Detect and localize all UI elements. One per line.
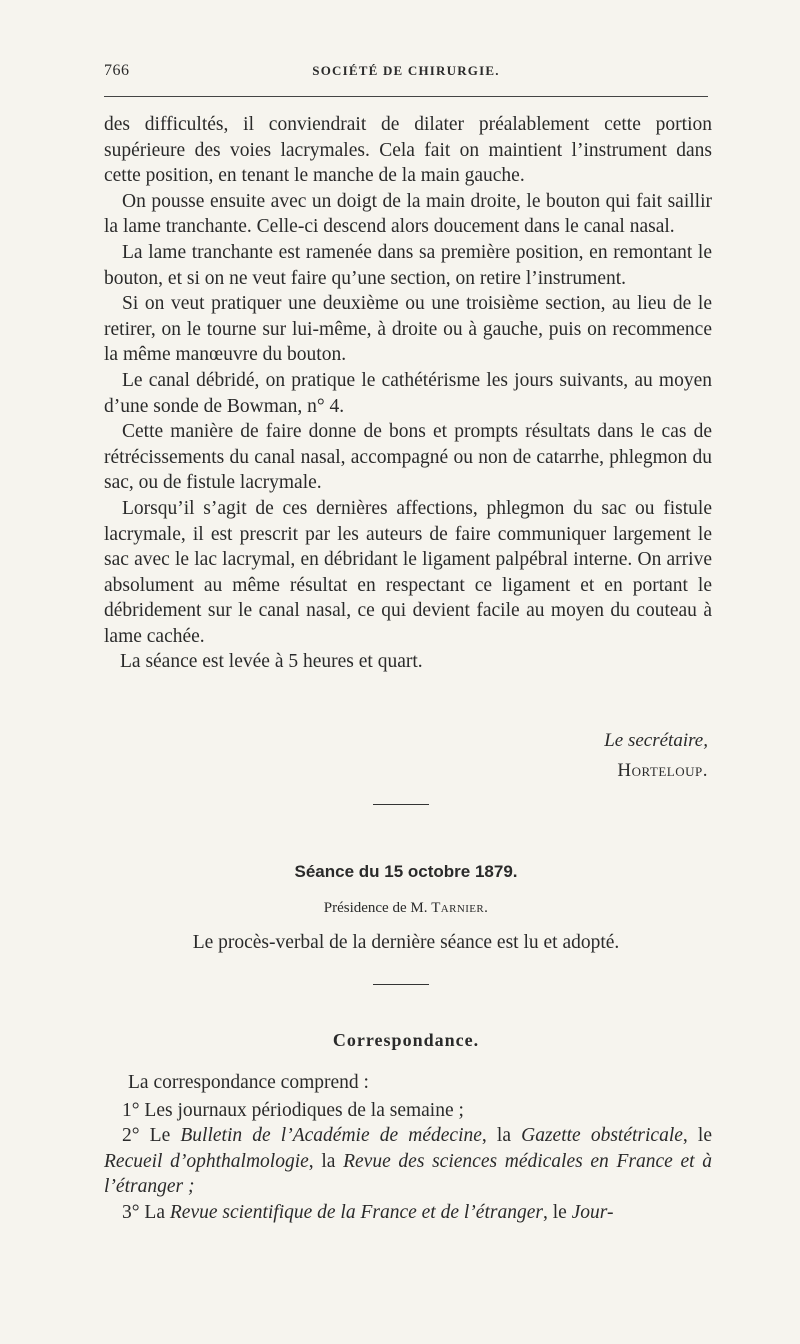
journal-title: Recueil d’ophthalmologie: [104, 1150, 309, 1172]
list-item: [104, 1200, 712, 1226]
item-text: 3° La: [122, 1201, 170, 1223]
list-item: [104, 1123, 712, 1200]
correspondance-intro: La correspondance comprend :: [128, 1072, 369, 1093]
journal-title: Revue des sciences médicales en France et à l’étranger ;: [104, 1150, 712, 1198]
presidence-prefix: Présidence de M.: [323, 900, 432, 916]
correspondance-list: [104, 1070, 712, 1226]
journal-title: Bulletin de l’Académie de médecine: [180, 1125, 482, 1147]
journal-title: Revue scientifique de la France et de l’étranger: [169, 1201, 543, 1223]
item-text: , le: [542, 1201, 572, 1223]
paragraph: On pousse ensuite avec un doigt de la main droite, le bouton qui fait saillir la lame tranchante. Celle-ci descend alors doucement dans le canal nasal.: [104, 190, 712, 238]
paragraph: Si on veut pratiquer une deuxième ou une troisième section, au lieu de le retirer, on le tourne sur lui-même, à droite ou à gauche, puis on recommence la même manœuvre du bouton.: [104, 293, 712, 366]
journal-title: Jour-: [571, 1201, 614, 1223]
header-rule: [104, 96, 708, 97]
separator-rule: [373, 804, 429, 805]
item-text: 2° Le: [122, 1125, 181, 1147]
item-text: , la: [308, 1150, 344, 1172]
item-text: , le: [682, 1125, 712, 1147]
separator-rule: [373, 984, 429, 985]
page-header: [104, 62, 708, 86]
proces-verbal-line: Le procès-verbal de la dernière séance est lu et adopté.: [192, 932, 620, 953]
paragraph-continuation: des difficultés, il conviendrait de dilater préalablement cette portion supérieure des voies lacrymales. Cela fait on maintient l’instrument dans cette position, en tenant le manche de la main gauche.: [104, 114, 712, 187]
journal-title: Gazette obstétricale: [521, 1125, 683, 1147]
president-name: Tarnier.: [431, 900, 489, 916]
signature-name: Horteloup.: [617, 760, 708, 781]
seance-title: Séance du 15 octobre 1879.: [294, 862, 518, 881]
section-heading: Correspondance.: [332, 1030, 480, 1050]
paragraph: Lorsqu’il s’agit de ces dernières affections, phlegmon du sac ou fistule lacrymale, il est prescrit par les auteurs de faire communiquer largement le sac avec le lac lacrymal, en débridant le ligament palpébral interne. On arrive absolument au même résultat en respectant ce ligament et en portant le débridement sur le canal nasal, ce qui devient facile au moyen du couteau à lame cachée.: [104, 497, 712, 647]
closing-line: La séance est levée à 5 heures et quart.: [120, 651, 423, 673]
page-number: 766: [104, 62, 130, 79]
signature-title: Le secrétaire,: [604, 730, 708, 751]
paragraph: Cette manière de faire donne de bons et prompts résultats dans le cas de rétrécissements du canal nasal, accompagné ou non de catarrhe, phlegmon du sac, ou de fistule lacrymale.: [104, 421, 712, 494]
paragraph: La lame tranchante est ramenée dans sa première position, en remontant le bouton, et si on ne veut faire qu’une section, on retire l’instrument.: [104, 241, 712, 289]
presidence-line: [104, 900, 708, 917]
item-text: , la: [481, 1125, 522, 1147]
paragraph: Le canal débridé, on pratique le cathétérisme les jours suivants, au moyen d’une sonde de Bowman, n° 4.: [104, 369, 712, 417]
body-text: [104, 112, 712, 675]
running-head: SOCIÉTÉ DE CHIRURGIE.: [312, 63, 500, 78]
list-item: 1° Les journaux périodiques de la semaine ;: [122, 1099, 464, 1121]
